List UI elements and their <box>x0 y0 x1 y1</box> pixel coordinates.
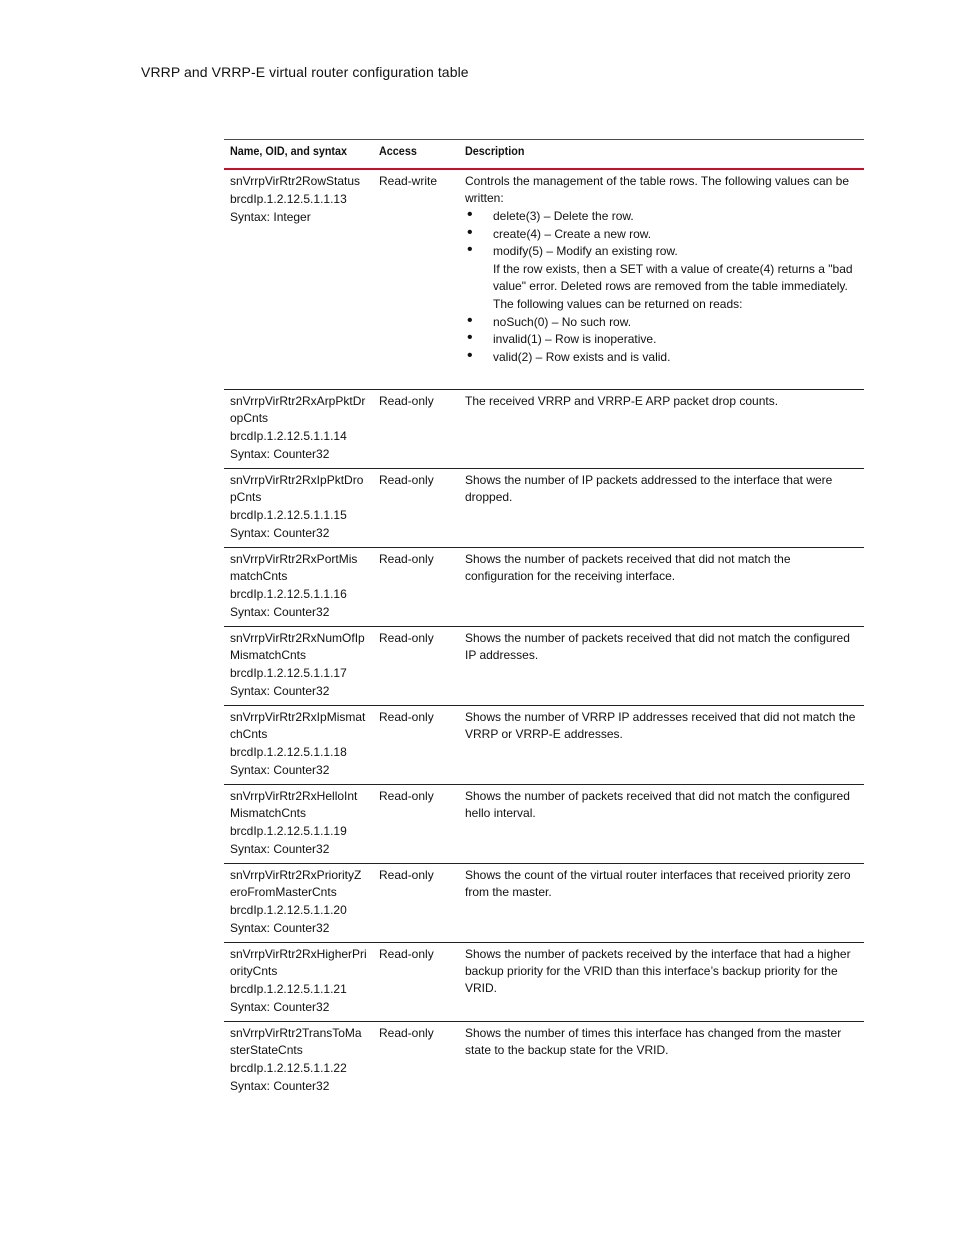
table-row <box>224 548 864 627</box>
access-cell: Read-only <box>373 469 459 548</box>
access-cell: Read-only <box>373 864 459 943</box>
description-cell: Shows the number of VRRP IP addresses received that did not match the VRRP or VRRP-E addresses. <box>459 706 864 785</box>
object-oid: brcdIp.1.2.12.5.1.1.15 <box>230 508 347 522</box>
name-cell <box>224 1022 373 1104</box>
list-item: • create(4) – Create a new row. <box>465 226 858 244</box>
table-row <box>224 785 864 864</box>
table-row <box>224 469 864 548</box>
description-cell: The received VRRP and VRRP-E ARP packet drop counts. <box>459 390 864 469</box>
name-cell <box>224 706 373 785</box>
access-cell: Read-only <box>373 627 459 706</box>
object-oid: brcdIp.1.2.12.5.1.1.20 <box>230 903 347 917</box>
description-note: The following values can be returned on reads: <box>493 296 743 311</box>
name-cell <box>224 390 373 469</box>
object-oid: brcdIp.1.2.12.5.1.1.21 <box>230 982 347 996</box>
table-row <box>224 864 864 943</box>
table-row <box>224 627 864 706</box>
access-cell: Read-write <box>373 169 459 390</box>
object-oid: brcdIp.1.2.12.5.1.1.13 <box>230 192 347 206</box>
object-oid: brcdIp.1.2.12.5.1.1.18 <box>230 745 347 759</box>
access-cell: Read-only <box>373 785 459 864</box>
object-syntax: Syntax: Counter32 <box>230 921 330 935</box>
object-name: snVrrpVirRtr2RxPriorityZeroFromMasterCnts <box>230 868 362 899</box>
object-syntax: Syntax: Counter32 <box>230 684 330 698</box>
description-note: If the row exists, then a SET with a value of create(4) returns a "bad value" error. Deleted rows are removed from the table immediately. <box>493 261 853 293</box>
object-name: snVrrpVirRtr2RowStatus <box>230 174 361 188</box>
object-name: snVrrpVirRtr2TransToMasterStateCnts <box>230 1026 362 1057</box>
object-syntax: Syntax: Integer <box>230 210 311 224</box>
object-name: snVrrpVirRtr2RxHigherPriorityCnts <box>230 947 367 978</box>
object-syntax: Syntax: Counter32 <box>230 1000 330 1014</box>
object-name: snVrrpVirRtr2RxPortMismatchCnts <box>230 552 358 583</box>
access-cell: Read-only <box>373 390 459 469</box>
object-syntax: Syntax: Counter32 <box>230 842 330 856</box>
table-header-row <box>224 140 864 170</box>
list-item: • invalid(1) – Row is inoperative. <box>465 331 858 349</box>
access-cell: Read-only <box>373 943 459 1022</box>
table-row <box>224 390 864 469</box>
column-header-name: Name, OID, and syntax <box>224 140 373 170</box>
access-cell: Read-only <box>379 1026 434 1040</box>
table-row <box>224 169 864 390</box>
description-cell: Shows the count of the virtual router interfaces that received priority zero from the master. <box>459 864 864 943</box>
object-oid: brcdIp.1.2.12.5.1.1.17 <box>230 666 347 680</box>
object-name: snVrrpVirRtr2RxHelloIntMismatchCnts <box>230 789 358 820</box>
description-cell: Shows the number of packets received that did not match the configured hello interval. <box>459 785 864 864</box>
object-oid: brcdIp.1.2.12.5.1.1.16 <box>230 587 347 601</box>
object-oid: brcdIp.1.2.12.5.1.1.22 <box>230 1061 347 1075</box>
written-values-list <box>465 208 858 261</box>
object-syntax: Syntax: Counter32 <box>230 1079 330 1093</box>
table-row <box>224 706 864 785</box>
read-values-list <box>465 314 858 367</box>
description-cell <box>459 169 864 390</box>
access-cell: Read-only <box>373 548 459 627</box>
object-name: snVrrpVirRtr2RxNumOfIpMismatchCnts <box>230 631 365 662</box>
column-header-access: Access <box>373 140 459 170</box>
vrrp-config-table <box>224 139 864 1103</box>
object-syntax: Syntax: Counter32 <box>230 763 330 777</box>
list-item: • modify(5) – Modify an existing row. <box>465 243 858 261</box>
access-cell: Read-only <box>373 706 459 785</box>
description-intro: Controls the management of the table rows. The following values can be written: <box>465 174 849 205</box>
object-syntax: Syntax: Counter32 <box>230 605 330 619</box>
object-name: snVrrpVirRtr2RxArpPktDropCnts <box>230 394 366 425</box>
name-cell <box>224 469 373 548</box>
object-syntax: Syntax: Counter32 <box>230 526 330 540</box>
name-cell <box>224 548 373 627</box>
description-cell: Shows the number of packets received that did not match the configuration for the receiving interface. <box>459 548 864 627</box>
object-syntax: Syntax: Counter32 <box>230 447 330 461</box>
name-cell <box>224 943 373 1022</box>
object-oid: brcdIp.1.2.12.5.1.1.14 <box>230 429 347 443</box>
description-cell: Shows the number of IP packets addressed to the interface that were dropped. <box>459 469 864 548</box>
description-cell: Shows the number of packets received by the interface that had a higher backup priority for the VRID than this interface’s backup priority for the VRID. <box>459 943 864 1022</box>
list-item: • noSuch(0) – No such row. <box>465 314 858 332</box>
list-item: • delete(3) – Delete the row. <box>465 208 858 226</box>
table-row <box>224 1022 864 1104</box>
name-cell <box>224 864 373 943</box>
column-header-description: Description <box>459 140 864 170</box>
name-cell <box>224 627 373 706</box>
object-name: snVrrpVirRtr2RxIpMismatchCnts <box>230 710 366 741</box>
name-cell <box>224 169 373 390</box>
description-cell: Shows the number of times this interface has changed from the master state to the backup state for the VRID. <box>465 1026 842 1057</box>
object-name: snVrrpVirRtr2RxIpPktDropCnts <box>230 473 364 504</box>
list-item: • valid(2) – Row exists and is valid. <box>465 349 858 367</box>
object-oid: brcdIp.1.2.12.5.1.1.19 <box>230 824 347 838</box>
description-cell: Shows the number of packets received that did not match the configured IP addresses. <box>459 627 864 706</box>
page-header-title: VRRP and VRRP-E virtual router configuration table <box>141 64 469 80</box>
table-row <box>224 943 864 1022</box>
name-cell <box>224 785 373 864</box>
